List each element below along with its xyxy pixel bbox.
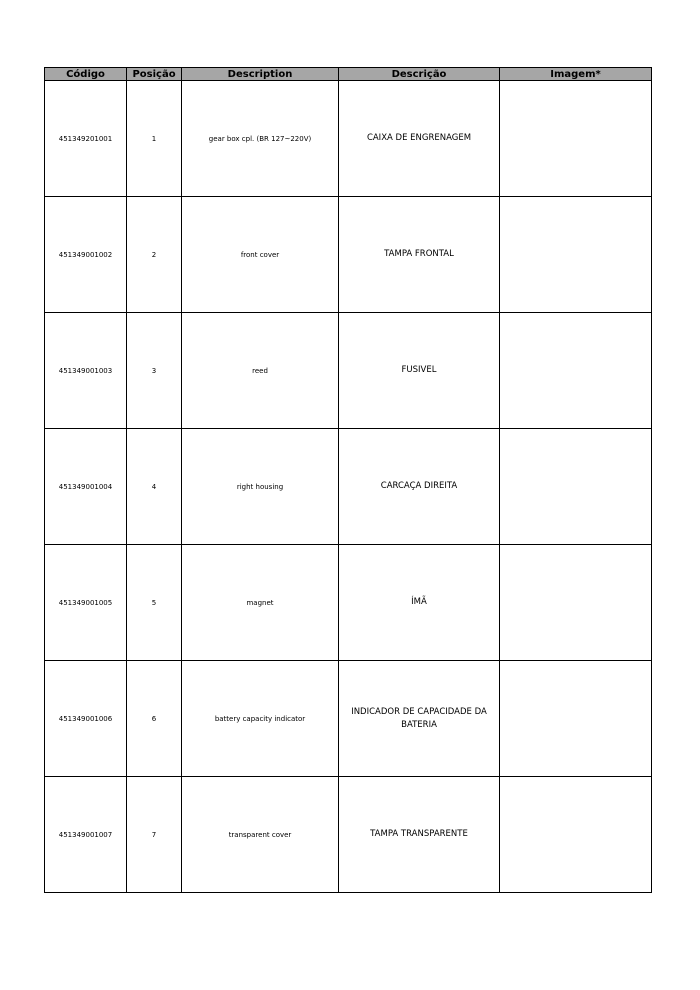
cell-codigo: 451349001002 <box>45 197 127 313</box>
cell-codigo: 451349001004 <box>45 429 127 545</box>
header-posicao: Posição <box>127 68 182 81</box>
cell-description: battery capacity indicator <box>182 661 339 777</box>
cell-description: reed <box>182 313 339 429</box>
table-row <box>45 661 652 777</box>
cell-posicao: 7 <box>127 777 182 893</box>
header-descricao: Descrição <box>339 68 500 81</box>
table-row <box>45 313 652 429</box>
cell-description: front cover <box>182 197 339 313</box>
cell-posicao: 4 <box>127 429 182 545</box>
table-row <box>45 197 652 313</box>
header-imagem: Imagem* <box>500 68 652 81</box>
cell-descricao: TAMPA FRONTAL <box>339 197 500 313</box>
cell-codigo: 451349001006 <box>45 661 127 777</box>
parts-table <box>44 67 652 893</box>
cell-descricao: CARCAÇA DIREITA <box>339 429 500 545</box>
table-row <box>45 545 652 661</box>
cell-imagem <box>500 545 652 661</box>
cell-codigo: 451349001005 <box>45 545 127 661</box>
cell-codigo: 451349201001 <box>45 81 127 197</box>
header-codigo: Código <box>45 68 127 81</box>
table-row <box>45 429 652 545</box>
cell-descricao: CAIXA DE ENGRENAGEM <box>339 81 500 197</box>
cell-description: magnet <box>182 545 339 661</box>
cell-descricao: ÍMÃ <box>339 545 500 661</box>
cell-posicao: 2 <box>127 197 182 313</box>
cell-description: right housing <box>182 429 339 545</box>
cell-posicao: 5 <box>127 545 182 661</box>
table-row <box>45 81 652 197</box>
header-description: Description <box>182 68 339 81</box>
cell-imagem <box>500 81 652 197</box>
cell-descricao: FUSIVEL <box>339 313 500 429</box>
cell-codigo: 451349001007 <box>45 777 127 893</box>
cell-posicao: 6 <box>127 661 182 777</box>
cell-descricao: TAMPA TRANSPARENTE <box>339 777 500 893</box>
cell-posicao: 3 <box>127 313 182 429</box>
cell-imagem <box>500 661 652 777</box>
table-row <box>45 777 652 893</box>
cell-imagem <box>500 313 652 429</box>
cell-codigo: 451349001003 <box>45 313 127 429</box>
cell-descricao: INDICADOR DE CAPACIDADE DA BATERIA <box>339 661 500 777</box>
cell-description: gear box cpl. (BR 127~220V) <box>182 81 339 197</box>
cell-imagem <box>500 777 652 893</box>
cell-description: transparent cover <box>182 777 339 893</box>
cell-imagem <box>500 197 652 313</box>
header-row <box>45 68 652 81</box>
cell-posicao: 1 <box>127 81 182 197</box>
cell-imagem <box>500 429 652 545</box>
